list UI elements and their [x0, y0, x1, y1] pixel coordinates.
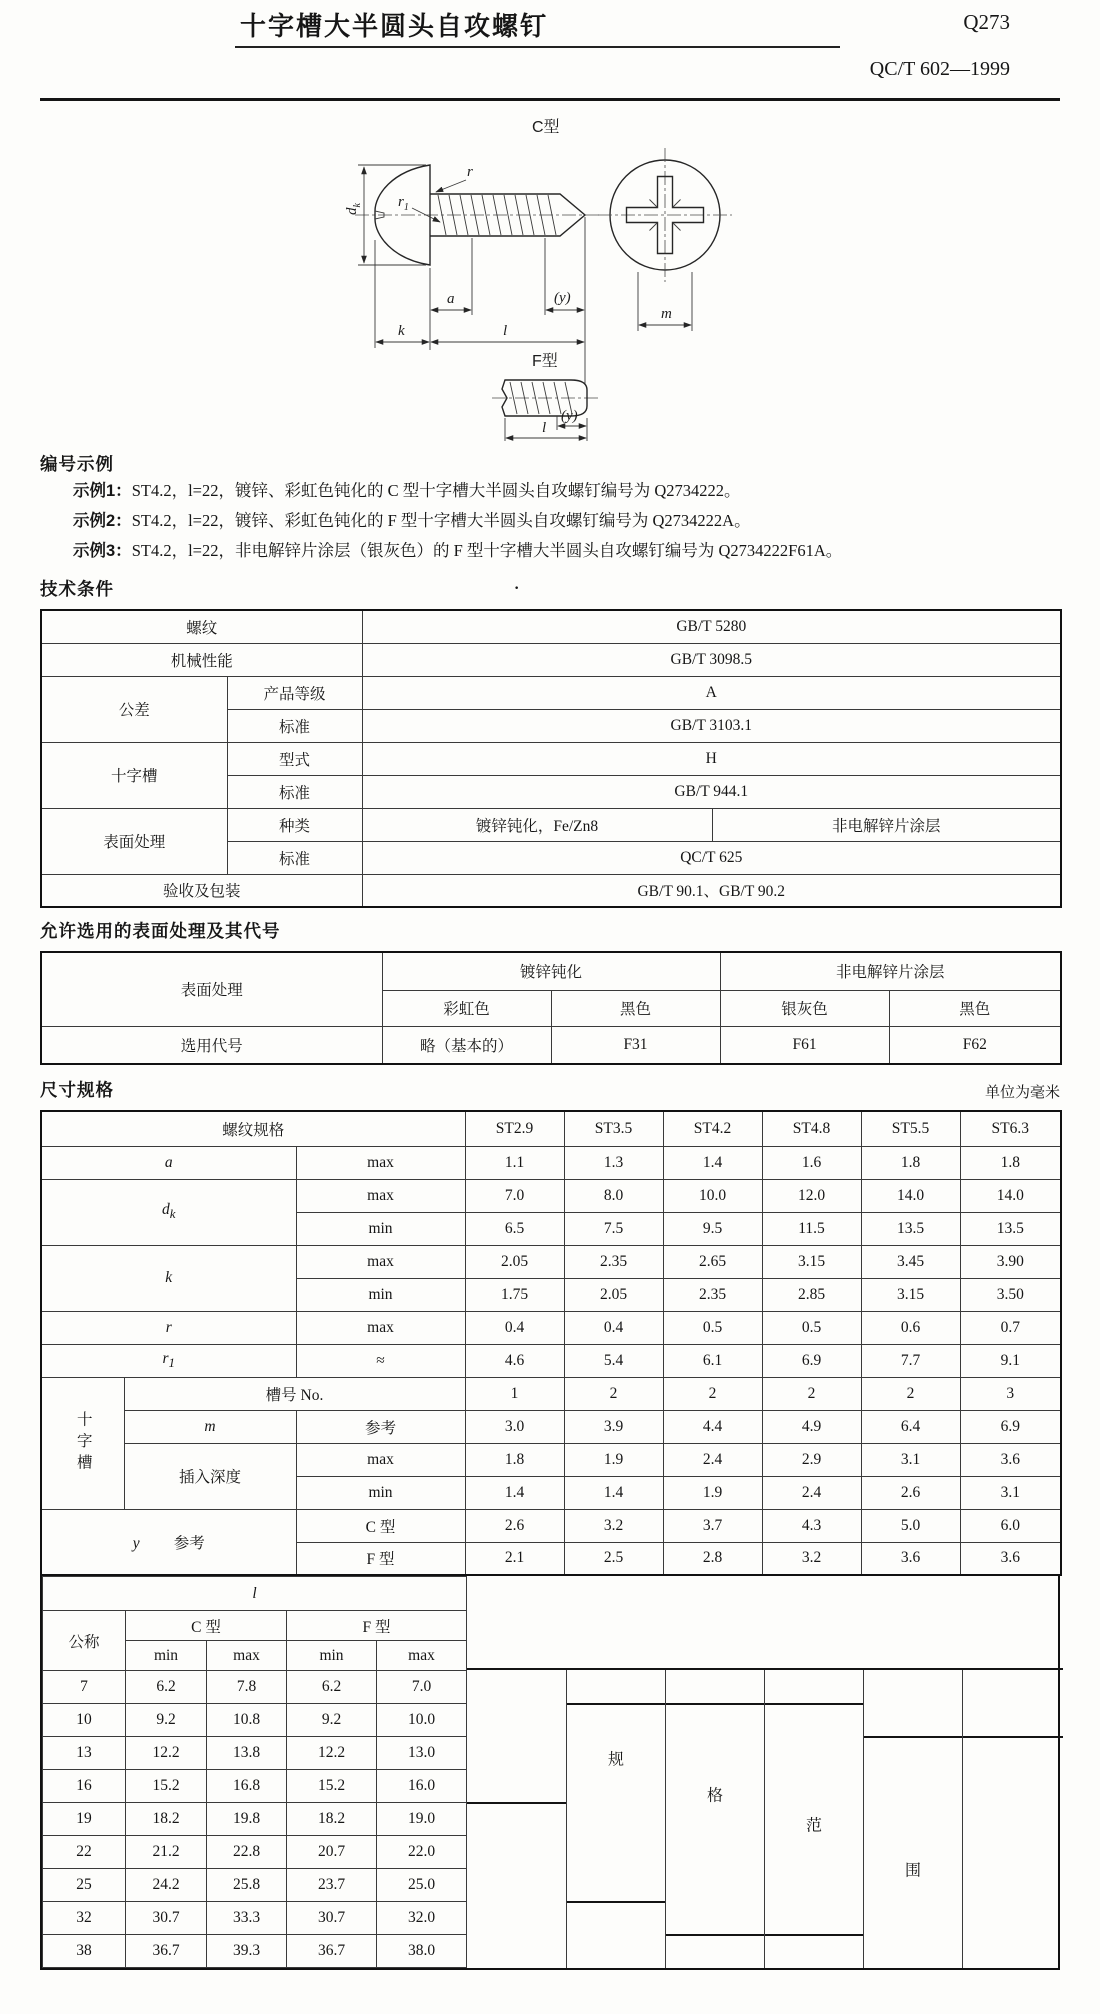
dim-cell: 1.3 [564, 1146, 663, 1179]
dim-cell: 2 [564, 1377, 663, 1410]
cell-sublabel: 黑色 [889, 990, 1061, 1026]
dim-cell: 14.0 [960, 1179, 1061, 1212]
len-cell: 23.7 [287, 1869, 377, 1902]
page-header [40, 6, 1060, 106]
dim-cell: 3.6 [960, 1443, 1061, 1476]
table-row [41, 1311, 1061, 1344]
len-cell: 33.3 [207, 1902, 287, 1935]
table-row [41, 643, 1061, 676]
cell-qualifier: min [287, 1641, 377, 1671]
cell-value: QC/T 625 [362, 841, 1061, 874]
len-cell: 19.8 [207, 1803, 287, 1836]
dim-cell: 6.5 [465, 1212, 564, 1245]
dim-cell: 0.4 [564, 1311, 663, 1344]
dim-cell: 2.35 [564, 1245, 663, 1278]
dim-cell: 5.4 [564, 1344, 663, 1377]
cell-value: F61 [720, 1026, 889, 1064]
len-cell: 25.0 [377, 1869, 467, 1902]
cell-symbol: a [41, 1146, 296, 1179]
table-row [43, 1803, 467, 1836]
example-label: 示例1： [73, 482, 132, 500]
dim-cell: 6.1 [663, 1344, 762, 1377]
dim-cell: 1.4 [564, 1476, 663, 1509]
cell-label: 十字槽 [41, 742, 227, 808]
cell-sublabel: 标准 [227, 709, 362, 742]
len-cell: 36.7 [287, 1935, 377, 1968]
range-col-st2-9 [467, 1670, 566, 1968]
size-header: ST6.3 [960, 1111, 1061, 1146]
len-cell: 10.8 [207, 1704, 287, 1737]
codes-heading-row [40, 918, 1060, 943]
dim-cell: 2.9 [762, 1443, 861, 1476]
cell-qualifier: min [126, 1641, 207, 1671]
cell-label: 公差 [41, 676, 227, 742]
cell-symbol: y 参考 [41, 1509, 296, 1575]
dim-cell: 3.0 [465, 1410, 564, 1443]
len-cell: 9.2 [126, 1704, 207, 1737]
dim-cell: 3.6 [960, 1542, 1061, 1575]
dim-cell: 4.4 [663, 1410, 762, 1443]
tech-heading-row [40, 576, 1060, 601]
r-label: r [467, 164, 473, 180]
cell-sublabel: 产品等级 [227, 676, 362, 709]
dim-cell: 4.9 [762, 1410, 861, 1443]
m-label: m [661, 306, 672, 322]
size-header: ST4.8 [762, 1111, 861, 1146]
table-row [41, 1111, 1061, 1146]
range-col-st6-3 [962, 1670, 1063, 1968]
range-col-st4-2 [665, 1670, 764, 1968]
len-cell: 20.7 [287, 1836, 377, 1869]
cell-qualifier: max [207, 1641, 287, 1671]
range-step [963, 1736, 1063, 1967]
c-type-label: C型 [532, 119, 560, 136]
dim-cell: 4.3 [762, 1509, 861, 1542]
cell-group: C 型 [126, 1611, 287, 1641]
dim-cell: 0.4 [465, 1311, 564, 1344]
cell-sublabel: 标准 [227, 775, 362, 808]
dim-cell: 3.6 [861, 1542, 960, 1575]
cell-symbol: r [41, 1311, 296, 1344]
cell-group: 非电解锌片涂层 [720, 952, 1061, 990]
cell-label: 表面处理 [41, 952, 382, 1026]
range-columns [467, 1670, 1063, 1968]
cell-group-label: 十字槽 [41, 1377, 124, 1509]
dim-cell: 6.9 [762, 1344, 861, 1377]
dim-cell: 1.4 [663, 1146, 762, 1179]
len-cell: 15.2 [126, 1770, 207, 1803]
r-leader [436, 180, 466, 192]
numbering-heading: 编号示例 [40, 454, 114, 474]
dim-cell: 7.0 [465, 1179, 564, 1212]
range-step [567, 1703, 665, 1901]
cell-qualifier: max [296, 1179, 465, 1212]
len-cell: 25.8 [207, 1869, 287, 1902]
dimensions-table [40, 1110, 1062, 1576]
dim-cell: 2.65 [663, 1245, 762, 1278]
dim-cell: 1.9 [663, 1476, 762, 1509]
cell-qualifier: max [296, 1311, 465, 1344]
range-step [467, 1670, 566, 1802]
len-cell: 22 [43, 1836, 126, 1869]
len-cell: 21.2 [126, 1836, 207, 1869]
table-row [43, 1577, 467, 1611]
len-cell: 18.2 [287, 1803, 377, 1836]
l-label: l [503, 323, 508, 339]
cell-qualifier: max [296, 1443, 465, 1476]
codes-heading: 允许选用的表面处理及其代号 [40, 921, 281, 941]
cell-value: 非电解锌片涂层 [712, 808, 1061, 841]
cell-label: 机械性能 [41, 643, 362, 676]
dim-cell: 3.9 [564, 1410, 663, 1443]
dimensions-heading: 尺寸规格 [40, 1080, 114, 1100]
cell-sublabel: 种类 [227, 808, 362, 841]
dim-cell: 2.35 [663, 1278, 762, 1311]
unit-note: 单位为毫米 [984, 1085, 1060, 1101]
dim-cell: 4.6 [465, 1344, 564, 1377]
cell-qualifier: max [377, 1641, 467, 1671]
dim-cell: 7.5 [564, 1212, 663, 1245]
dim-cell: 3.2 [564, 1509, 663, 1542]
dim-cell: 3.50 [960, 1278, 1061, 1311]
dim-cell: 1.8 [861, 1146, 960, 1179]
table-row [43, 1737, 467, 1770]
cell-label: 选用代号 [41, 1026, 382, 1064]
dim-cell: 3.15 [861, 1278, 960, 1311]
cell-label: 槽号 No. [124, 1377, 465, 1410]
len-cell: 18.2 [126, 1803, 207, 1836]
surface-codes-table [40, 951, 1062, 1065]
cell-sublabel: 黑色 [551, 990, 720, 1026]
header-rule [40, 98, 1060, 101]
range-step [963, 1670, 1063, 1736]
len-cell: 7.8 [207, 1671, 287, 1704]
dim-cell: 14.0 [861, 1179, 960, 1212]
example-line [40, 536, 1060, 566]
len-cell: 16.0 [377, 1770, 467, 1803]
dim-cell: 10.0 [663, 1179, 762, 1212]
range-char: 格 [706, 1787, 724, 1805]
size-header: ST4.2 [663, 1111, 762, 1146]
dim-cell: 1.4 [465, 1476, 564, 1509]
len-cell: 16 [43, 1770, 126, 1803]
len-cell: 16.8 [207, 1770, 287, 1803]
cell-label: 螺纹 [41, 610, 362, 643]
dim-cell: 3.45 [861, 1245, 960, 1278]
dim-cell: 6.9 [960, 1410, 1061, 1443]
len-cell: 19 [43, 1803, 126, 1836]
example-label: 示例2： [73, 512, 132, 530]
title-underline [235, 46, 840, 48]
cell-value: F31 [551, 1026, 720, 1064]
cell-qualifier: max [296, 1146, 465, 1179]
table-row [41, 808, 1061, 841]
dim-cell: 1.75 [465, 1278, 564, 1311]
len-cell: 24.2 [126, 1869, 207, 1902]
cell-group: F 型 [287, 1611, 467, 1641]
cell-value: GB/T 5280 [362, 610, 1061, 643]
range-step [765, 1934, 863, 1967]
cell-label: 公称 [43, 1611, 126, 1671]
len-cell: 38.0 [377, 1935, 467, 1968]
len-cell: 32.0 [377, 1902, 467, 1935]
cell-label: 表面处理 [41, 808, 227, 874]
table-row [41, 676, 1061, 709]
f-l-label: l [542, 420, 547, 436]
cell-symbol: $r_1$ [41, 1344, 296, 1377]
dimensions-heading-row [40, 1077, 1060, 1102]
len-cell: 7 [43, 1671, 126, 1704]
range-step [864, 1736, 962, 1967]
cell-group: 镀锌钝化 [382, 952, 720, 990]
dim-cell: 2 [861, 1377, 960, 1410]
dim-cell: 3.2 [762, 1542, 861, 1575]
table-row [43, 1704, 467, 1737]
length-section [40, 1574, 1060, 1970]
table-row [43, 1671, 467, 1704]
dk-label: $d_k$ [344, 203, 363, 215]
table-row [41, 1443, 1061, 1476]
dim-cell: 1.1 [465, 1146, 564, 1179]
dim-cell: 2.6 [861, 1476, 960, 1509]
size-header: ST2.9 [465, 1111, 564, 1146]
cell-qualifier: F 型 [296, 1542, 465, 1575]
part-code: Q273 [963, 10, 1010, 34]
cell-value: 镀锌钝化，Fe/Zn8 [362, 808, 712, 841]
cell-label: 插入深度 [124, 1443, 296, 1509]
dim-cell: 2.4 [762, 1476, 861, 1509]
len-cell: 30.7 [287, 1902, 377, 1935]
range-step [567, 1901, 665, 1967]
dim-cell: 11.5 [762, 1212, 861, 1245]
len-cell: 38 [43, 1935, 126, 1968]
example-text: ST4.2，l=22，镀锌、彩虹色钝化的 C 型十字槽大半圆头自攻螺钉编号为 Q2734222。 [131, 481, 741, 500]
table-row [41, 1245, 1061, 1278]
len-cell: 12.2 [126, 1737, 207, 1770]
table-row [41, 1026, 1061, 1064]
dim-cell: 0.5 [663, 1311, 762, 1344]
dim-cell: 3.15 [762, 1245, 861, 1278]
dim-cell: 0.6 [861, 1311, 960, 1344]
example-text: ST4.2，l=22，非电解锌片涂层（银灰色）的 F 型十字槽大半圆头自攻螺钉编号为 Q2734222F61A。 [131, 541, 843, 560]
page-title: 十字槽大半圆头自攻螺钉 [240, 11, 549, 41]
dim-cell: 2.05 [564, 1278, 663, 1311]
range-col-st5-5 [863, 1670, 962, 1968]
dim-cell: 3.7 [663, 1509, 762, 1542]
f-type-label: F型 [532, 353, 558, 370]
dim-cell: 2.85 [762, 1278, 861, 1311]
range-step [864, 1670, 962, 1736]
range-step [765, 1703, 863, 1934]
cell-value: 略（基本的） [382, 1026, 551, 1064]
dim-cell: 1.8 [960, 1146, 1061, 1179]
cell-value: A [362, 676, 1061, 709]
tech-heading: 技术条件 [40, 579, 114, 599]
size-header: ST3.5 [564, 1111, 663, 1146]
cell-value: GB/T 90.1、GB/T 90.2 [362, 874, 1061, 907]
dim-cell: 1 [465, 1377, 564, 1410]
dim-cell: 2.5 [564, 1542, 663, 1575]
len-cell: 13.8 [207, 1737, 287, 1770]
cell-symbol: $d_k$ [41, 1179, 296, 1245]
table-row [43, 1770, 467, 1803]
cell-qualifier: ≈ [296, 1344, 465, 1377]
dim-cell: 3.1 [861, 1443, 960, 1476]
l-header: l [43, 1577, 467, 1611]
len-cell: 30.7 [126, 1902, 207, 1935]
cell-value: F62 [889, 1026, 1061, 1064]
standard-number: QC/T 602—1999 [869, 58, 1010, 80]
dim-cell: 1.8 [465, 1443, 564, 1476]
cell-label: 螺纹规格 [41, 1111, 465, 1146]
table-row [41, 1410, 1061, 1443]
k-label: k [398, 323, 405, 339]
range-char: 范 [805, 1817, 823, 1835]
dim-cell: 2.6 [465, 1509, 564, 1542]
len-cell: 39.3 [207, 1935, 287, 1968]
len-cell: 19.0 [377, 1803, 467, 1836]
example-label: 示例3： [73, 542, 132, 560]
cell-qualifier: min [296, 1212, 465, 1245]
dim-cell: 1.9 [564, 1443, 663, 1476]
cell-sublabel: 银灰色 [720, 990, 889, 1026]
len-cell: 10.0 [377, 1704, 467, 1737]
len-cell: 25 [43, 1869, 126, 1902]
y-label: (y) [554, 290, 571, 306]
len-cell: 13.0 [377, 1737, 467, 1770]
dim-cell: 2.4 [663, 1443, 762, 1476]
cell-value: GB/T 3103.1 [362, 709, 1061, 742]
dim-cell: 2.1 [465, 1542, 564, 1575]
len-cell: 22.8 [207, 1836, 287, 1869]
dim-cell: 6.0 [960, 1509, 1061, 1542]
table-row [43, 1836, 467, 1869]
screw-drawing [40, 110, 1060, 445]
dim-cell: 0.5 [762, 1311, 861, 1344]
dim-cell: 2 [663, 1377, 762, 1410]
len-cell: 32 [43, 1902, 126, 1935]
size-range-region [467, 1576, 1063, 1968]
range-step [666, 1670, 764, 1703]
table-row [41, 1509, 1061, 1542]
table-row [41, 1146, 1061, 1179]
range-step [765, 1670, 863, 1703]
cell-qualifier: 参考 [296, 1410, 465, 1443]
cell-value: GB/T 944.1 [362, 775, 1061, 808]
dim-cell: 5.0 [861, 1509, 960, 1542]
dim-cell: 13.5 [861, 1212, 960, 1245]
cell-sublabel: 彩虹色 [382, 990, 551, 1026]
cell-symbol: m [124, 1410, 296, 1443]
a-label: a [447, 291, 455, 307]
dim-cell: 9.5 [663, 1212, 762, 1245]
len-cell: 7.0 [377, 1671, 467, 1704]
example-line [40, 506, 1060, 536]
range-step [666, 1934, 764, 1967]
len-cell: 10 [43, 1704, 126, 1737]
len-cell: 6.2 [126, 1671, 207, 1704]
stray-dot: · [514, 579, 520, 597]
range-char: 规 [607, 1751, 625, 1769]
cell-value: H [362, 742, 1061, 775]
len-cell: 12.2 [287, 1737, 377, 1770]
dim-cell: 12.0 [762, 1179, 861, 1212]
dim-cell: 2 [762, 1377, 861, 1410]
table-row [41, 742, 1061, 775]
dim-cell: 6.4 [861, 1410, 960, 1443]
range-char: 围 [904, 1862, 922, 1880]
cell-qualifier: C 型 [296, 1509, 465, 1542]
table-row [41, 1377, 1061, 1410]
dim-cell: 2.8 [663, 1542, 762, 1575]
range-step [567, 1670, 665, 1703]
table-row [41, 1179, 1061, 1212]
f-y-label: (y) [561, 408, 578, 424]
numbering-section [40, 451, 1060, 566]
len-cell: 36.7 [126, 1935, 207, 1968]
dim-cell: 2.05 [465, 1245, 564, 1278]
dim-cell: 3.1 [960, 1476, 1061, 1509]
cell-sublabel: 标准 [227, 841, 362, 874]
cell-symbol: k [41, 1245, 296, 1311]
range-col-st3-5 [566, 1670, 665, 1968]
len-cell: 22.0 [377, 1836, 467, 1869]
table-row [43, 1869, 467, 1902]
cell-qualifier: min [296, 1476, 465, 1509]
cell-qualifier: max [296, 1245, 465, 1278]
tech-conditions-table [40, 609, 1062, 908]
dim-cell: 13.5 [960, 1212, 1061, 1245]
table-row [41, 874, 1061, 907]
dim-cell: 3.90 [960, 1245, 1061, 1278]
cell-sublabel: 型式 [227, 742, 362, 775]
table-row [41, 610, 1061, 643]
dim-cell: 8.0 [564, 1179, 663, 1212]
len-cell: 13 [43, 1737, 126, 1770]
table-row [43, 1902, 467, 1935]
dim-cell: 1.6 [762, 1146, 861, 1179]
example-text: ST4.2，l=22，镀锌、彩虹色钝化的 F 型十字槽大半圆头自攻螺钉编号为 Q2734222A。 [131, 511, 751, 530]
len-cell: 6.2 [287, 1671, 377, 1704]
range-step [467, 1802, 566, 1967]
range-step [666, 1703, 764, 1934]
example-line [40, 476, 1060, 506]
table-row [43, 1935, 467, 1968]
length-table [42, 1576, 467, 1968]
dim-cell: 9.1 [960, 1344, 1061, 1377]
size-header: ST5.5 [861, 1111, 960, 1146]
table-row [41, 952, 1061, 990]
cell-value: GB/T 3098.5 [362, 643, 1061, 676]
range-col-st4-8 [764, 1670, 863, 1968]
cell-qualifier: min [296, 1278, 465, 1311]
dim-cell: 3 [960, 1377, 1061, 1410]
range-empty-cell [467, 1576, 1063, 1670]
front-centerlines [598, 148, 732, 282]
len-cell: 9.2 [287, 1704, 377, 1737]
table-row [43, 1611, 467, 1641]
len-cell: 15.2 [287, 1770, 377, 1803]
dim-cell: 0.7 [960, 1311, 1061, 1344]
r1-label: $r_1$ [398, 194, 409, 213]
table-row [41, 1344, 1061, 1377]
dim-cell: 7.7 [861, 1344, 960, 1377]
cell-label: 验收及包装 [41, 874, 362, 907]
